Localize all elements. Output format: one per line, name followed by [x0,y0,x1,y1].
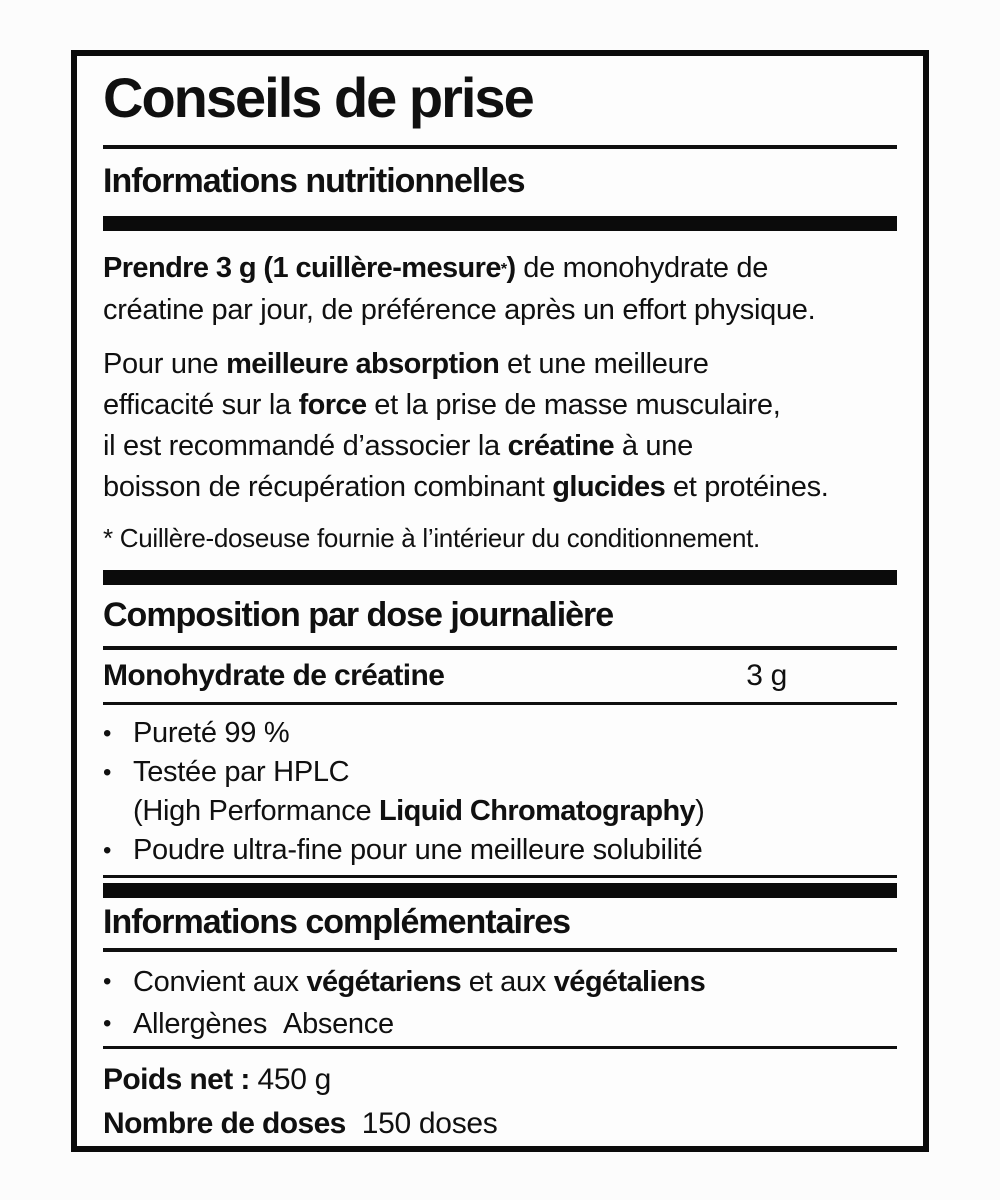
footnote: * Cuillère-doseuse fournie à l’intérieur du conditionnement. [103,522,760,553]
thick-divider [103,216,897,231]
list-item [103,753,897,831]
supplement-label-panel [71,50,929,1152]
list-item-text [133,753,704,831]
bullet-icon: • [103,968,112,996]
bullet-icon: • [103,759,112,787]
dosage-paragraph [103,247,897,331]
bullet-icon: • [103,720,112,748]
list-item-text: Convient aux végétariens et aux végétaliens [133,966,706,999]
bullet-icon: • [103,837,112,865]
list-item [103,831,897,870]
net-weight-block [103,1058,897,1146]
composition-bullet-list [103,714,897,870]
paragraph-line: efficacité sur la force et la prise de masse musculaire, [103,388,781,421]
divider [103,948,897,952]
net-weight-line: Poids net : 450 g [103,1063,332,1097]
paragraph-line: boisson de récupération combinant glucides et protéines. [103,470,829,503]
list-item-text: Pureté 99 % [133,717,290,750]
list-item-text: Poudre ultra-fine pour une meilleure solubilité [133,834,703,867]
section-heading-composition: Composition par dose journalière [103,595,614,634]
list-item [103,1003,897,1045]
thick-divider [103,570,897,585]
list-item-text: Allergènes Absence [133,1008,394,1041]
paragraph-line: il est recommandé d’associer la créatine à une [103,429,693,462]
complementary-bullet-list [103,961,897,1045]
page-title: Conseils de prise [103,66,533,129]
section-heading-nutrition: Informations nutritionnelles [103,161,525,200]
composition-row [103,650,897,702]
divider [103,145,897,149]
divider [103,1046,897,1049]
bullet-icon: • [103,1010,112,1038]
paragraph-line: Pour une meilleure absorption et une meilleure [103,347,709,380]
paragraph-line: créatine par jour, de préférence après un effort physique. [103,293,816,326]
divider [103,702,897,705]
list-item [103,961,897,1003]
list-item-line: Testée par HPLC [133,756,350,789]
ingredient-name: Monohydrate de créatine [103,659,445,693]
thick-divider [103,883,897,898]
absorption-paragraph [103,344,897,508]
ingredient-amount: 3 g [746,659,787,693]
list-item [103,714,897,753]
divider [103,875,897,878]
doses-count-line: Nombre de doses 150 doses [103,1107,498,1141]
paragraph-line: Prendre 3 g (1 cuillère-mesure*) de monohydrate de [103,251,769,284]
section-heading-complementary: Informations complémentaires [103,903,571,942]
list-item-line: (High Performance Liquid Chromatography) [133,795,705,828]
